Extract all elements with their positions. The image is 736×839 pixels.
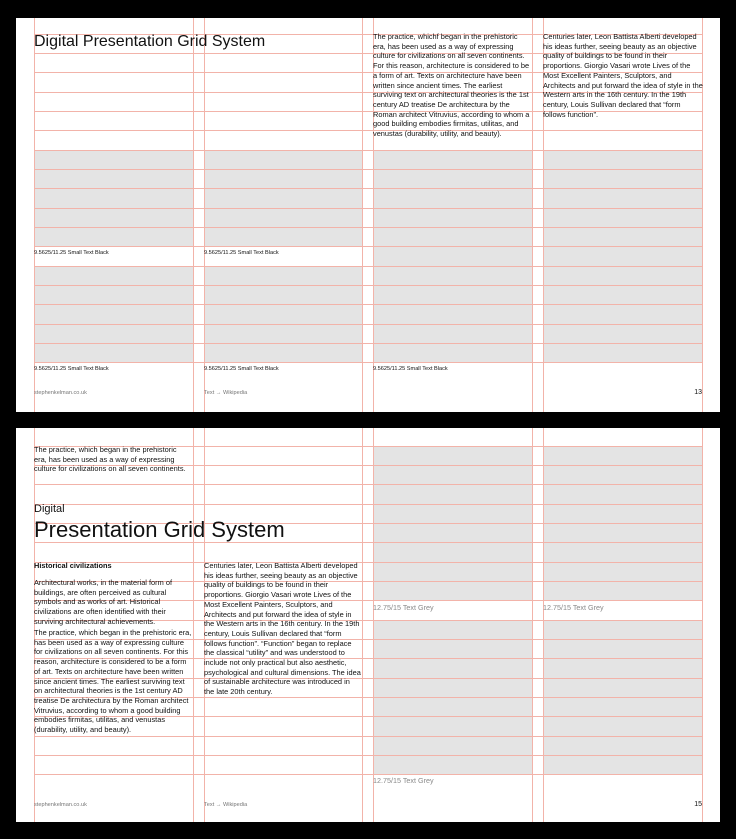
page-number: 13	[694, 389, 702, 396]
grid-line	[34, 362, 702, 363]
grid-line	[373, 428, 374, 822]
grid-line	[34, 343, 702, 344]
page-title: Presentation Grid System	[34, 517, 285, 542]
caption: 12.75/15 Text Grey	[373, 776, 434, 785]
grid-line	[34, 562, 702, 563]
body-text: Centuries later, Leon Battista Alberti developed his ideas further, seeing beauty as an objective quality of buildings to be found in their proportions. Giorgio Vasari wrote Lives of the Most Excellent Painters, Sculptors, and Architects and put forward the idea of style in the Western arts in the 16th century. In the 19th century, Louis Sullivan declared that “form follows function”. “Function” began to replace the classical “utility” and was understood to include not only practical but also aesthetic, psychological and cultural dimensions. The idea of sustainable architecture was introduced in the late 20th century.	[204, 561, 361, 697]
caption: 9.5625/11.25 Small Text Black	[204, 250, 279, 256]
grid-line	[34, 285, 702, 286]
footer-source: Text → Wikipedia	[204, 802, 248, 808]
grid-line	[362, 428, 363, 822]
caption: 9.5625/11.25 Small Text Black	[373, 366, 448, 372]
page-title: Digital Presentation Grid System	[34, 33, 266, 50]
grid-line	[34, 484, 702, 485]
page-number: 15	[694, 801, 702, 808]
footer-website: stephenkelman.co.uk	[34, 390, 87, 396]
image-placeholder	[373, 150, 532, 362]
image-placeholder	[34, 150, 193, 246]
grid-line	[34, 504, 702, 505]
grid-line	[193, 428, 194, 822]
grid-line	[34, 755, 702, 756]
body-text: The practice, whichf began in the prehistoric era, has been used as a way of expressing culture for civilizations on all seven continents. For this reason, architecture is considered to be a form of art. Texts on architecture have been written since ancient times. The earliest surviving text on architectural theories is the 1st century AD treatise De architectura by the Roman architect Vitruvius, according to whom a good building embodies firmitas, utilitas, and venustas (durability, utility, and beauty).	[373, 32, 530, 139]
intro-text: The practice, which began in the prehistoric era, has been used as a way of expressing culture for civilizations on all seven continents.	[34, 445, 186, 474]
image-placeholder	[204, 150, 362, 246]
grid-line	[34, 188, 702, 189]
grid-line	[532, 428, 533, 822]
grid-line	[532, 18, 533, 412]
grid-line	[34, 542, 702, 543]
grid-line	[34, 736, 702, 737]
footer-website: stephenkelman.co.uk	[34, 802, 87, 808]
caption: 9.5625/11.25 Small Text Black	[34, 366, 109, 372]
image-placeholder	[34, 266, 193, 362]
grid-line	[34, 150, 702, 151]
caption: 9.5625/11.25 Small Text Black	[204, 366, 279, 372]
footer-source: Text → Wikipedia	[204, 390, 248, 396]
body-text: The practice, which began in the prehistoric era, has been used as a way of expressing culture for civilizations on all seven continents. For this reason, architecture is considered to be a form of art. Texts on architecture have been written since ancient times. The earliest surviving text on architectural theories is the 1st century AD treatise De architectura by the Roman architect Vitruvius, according to whom a good building embodies firmitas, utilitas, and venustas (durability, utility, and beauty).	[34, 628, 192, 735]
grid-line	[702, 428, 703, 822]
page-title-small: Digital	[34, 503, 65, 515]
body-text: Centuries later, Leon Battista Alberti developed his ideas further, seeing beauty as an objective quality of buildings to be found in their proportions. Giorgio Vasari wrote Lives of the Most Excellent Painters, Sculptors, and Architects and put forward the idea of style in the Western arts in the 16th century. In the 19th century, Louis Sullivan declared that “form follows function”.	[543, 32, 703, 119]
grid-line	[193, 18, 194, 412]
caption: 12.75/15 Text Grey	[543, 603, 604, 612]
body-text: Architectural works, in the material form of buildings, are often perceived as cultural symbols and as works of art. Historical civilizations are often identified with their surviving architectural achievements.	[34, 578, 173, 626]
image-placeholder	[543, 150, 702, 362]
grid-line	[362, 18, 363, 412]
grid-line	[34, 130, 702, 131]
slide-page-15	[16, 428, 720, 822]
grid-line	[34, 18, 35, 412]
grid-line	[204, 18, 205, 412]
section-heading: Historical civilizations	[34, 561, 112, 570]
slide-page-13	[16, 18, 720, 412]
caption: 12.75/15 Text Grey	[373, 603, 434, 612]
grid-line	[34, 266, 702, 267]
grid-line	[34, 208, 702, 209]
grid-line	[34, 227, 702, 228]
grid-line	[34, 324, 702, 325]
grid-line	[34, 169, 702, 170]
grid-line	[543, 428, 544, 822]
grid-line	[34, 304, 702, 305]
grid-line	[34, 246, 702, 247]
image-placeholder	[204, 266, 362, 362]
caption: 9.5625/11.25 Small Text Black	[34, 250, 109, 256]
grid-line	[34, 774, 702, 775]
